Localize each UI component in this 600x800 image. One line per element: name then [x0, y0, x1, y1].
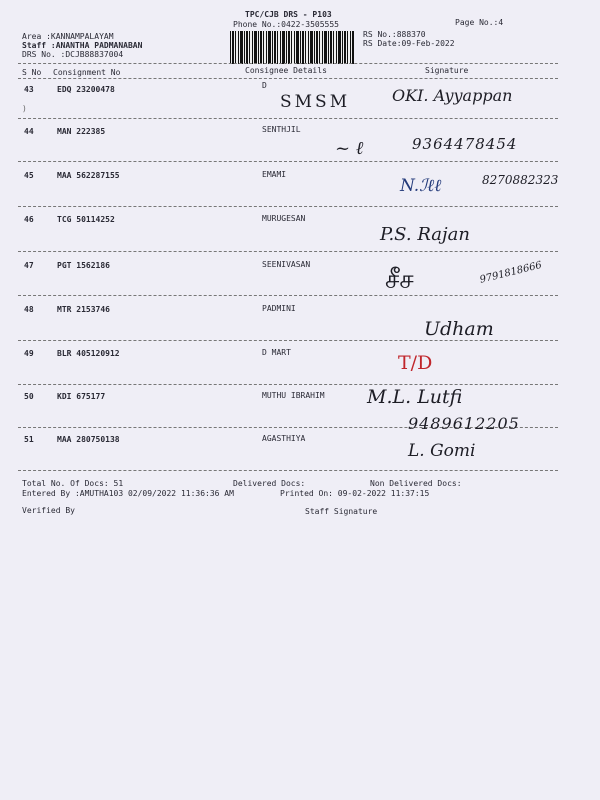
- total-docs: Total No. Of Docs: 51: [22, 479, 124, 488]
- row-consignment: TCG 50114252: [57, 215, 115, 224]
- phone-number: Phone No.:0422-3505555: [233, 20, 339, 29]
- handwritten-signature: Udham: [424, 318, 494, 340]
- row-divider: [18, 384, 558, 385]
- signature-scribble: சீச: [385, 265, 414, 295]
- handwritten-remark: T/D: [398, 352, 433, 374]
- handwritten-signature: P.S. Rajan: [380, 224, 470, 245]
- non-delivered-docs: Non Delivered Docs:: [370, 479, 462, 488]
- drs-number: DRS No. :DCJB88837004: [22, 50, 124, 59]
- staff-label: Staff :ANANTHA PADMANABAN: [22, 41, 143, 50]
- barcode-image: [230, 31, 354, 64]
- header-divider-bottom: [18, 78, 558, 79]
- page-number: Page No.:4: [455, 18, 504, 27]
- row-sno: 48: [24, 305, 34, 314]
- header-divider-top: [18, 63, 558, 64]
- table-bottom-divider: [18, 470, 558, 471]
- row-consignee: MURUGESAN: [262, 214, 306, 223]
- delivered-docs: Delivered Docs:: [233, 479, 306, 488]
- column-consignment: Consignment No: [53, 68, 121, 77]
- row-sno: 50: [24, 392, 34, 401]
- row-consignment: MAN 222385: [57, 127, 106, 136]
- rs-date: RS Date:09-Feb-2022: [363, 39, 455, 48]
- handwritten-phone: 8270882323: [482, 173, 559, 187]
- row-divider: [18, 161, 558, 162]
- column-signature: Signature: [425, 66, 469, 75]
- row-sno: 43: [24, 85, 34, 94]
- row-consignment: MAA 280750138: [57, 435, 120, 444]
- handwritten-phone: 9791818666: [478, 259, 544, 286]
- handwritten-signature: SMSM: [280, 92, 351, 112]
- row-sno: 49: [24, 349, 34, 358]
- row-consignment: KDI 675177: [57, 392, 106, 401]
- row-consignment: MTR 2153746: [57, 305, 110, 314]
- printed-on: Printed On: 09-02-2022 11:37:15: [280, 489, 430, 498]
- row-consignment: MAA 562287155: [57, 171, 120, 180]
- document-title: TPC/CJB DRS - P103: [245, 10, 332, 19]
- row-consignment: EDQ 23200478: [57, 85, 115, 94]
- staff-signature-label: Staff Signature: [305, 507, 378, 516]
- handwritten-signature: L. Gomi: [408, 441, 476, 461]
- row-divider: [18, 118, 558, 119]
- handwritten-signature: OKI. Ayyappan: [392, 86, 513, 105]
- row-consignee: SEENIVASAN: [262, 260, 311, 269]
- row-sno: 46: [24, 215, 34, 224]
- row-sno: 44: [24, 127, 34, 136]
- verified-by: Verified By: [22, 506, 75, 515]
- rs-number: RS No.:888370: [363, 30, 426, 39]
- row-consignee: D MART: [262, 348, 291, 357]
- row-divider: [18, 340, 558, 341]
- column-sno: S No: [22, 68, 42, 77]
- row-sno: 51: [24, 435, 34, 444]
- row-consignee: PADMINI: [262, 304, 296, 313]
- row-divider: [18, 251, 558, 252]
- row-consignee: D: [262, 81, 267, 90]
- entered-by: Entered By :AMUTHA103 02/09/2022 11:36:36 AM: [22, 489, 234, 498]
- signature-scribble: N.ℐℓℓ: [400, 176, 442, 196]
- row-consignee: EMAMI: [262, 170, 287, 179]
- row-divider: [18, 206, 558, 207]
- column-consignee: Consignee Details: [245, 66, 327, 75]
- row-sno: 45: [24, 171, 34, 180]
- handwritten-phone: 9364478454: [412, 135, 518, 153]
- row-divider: [18, 295, 558, 296]
- row-consignment: BLR 405120912: [57, 349, 120, 358]
- row-consignee: SENTHJIL: [262, 125, 301, 134]
- row-consignee: MUTHU IBRAHIM: [262, 391, 325, 400]
- row-consignee: AGASTHIYA: [262, 434, 306, 443]
- signature-scribble: ~ ℓ: [335, 138, 364, 159]
- handwritten-signature: M.L. Lutfi: [367, 386, 463, 408]
- area-label: Area :KANNAMPALAYAM: [22, 32, 114, 41]
- row-consignment: PGT 1562186: [57, 261, 110, 270]
- stray-mark: ): [22, 104, 27, 113]
- handwritten-phone: 9489612205: [408, 414, 520, 433]
- row-sno: 47: [24, 261, 34, 270]
